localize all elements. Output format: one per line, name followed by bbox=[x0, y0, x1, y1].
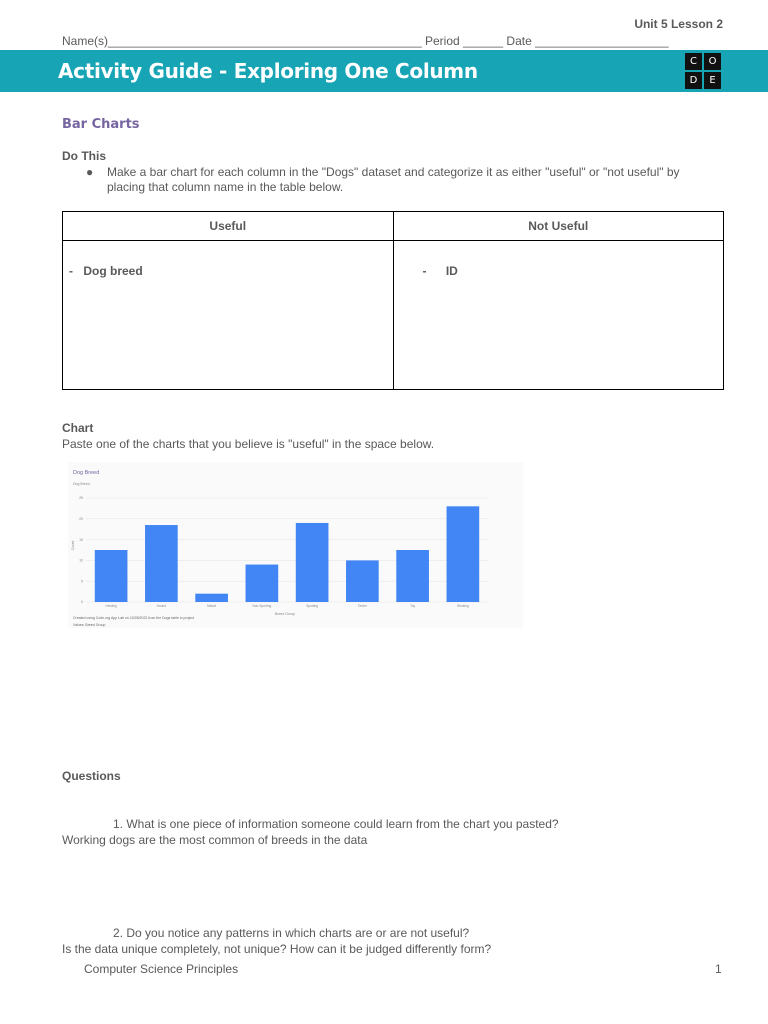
useful-cell[interactable] bbox=[63, 241, 394, 390]
answer-2[interactable]: Is the data unique completely, not unique? How can it be judged differently form? bbox=[62, 942, 492, 956]
bar-chart-svg bbox=[68, 462, 523, 628]
do-this-heading: Do This bbox=[62, 149, 106, 163]
chart-bar-terrier bbox=[346, 560, 379, 602]
answer-1[interactable]: Working dogs are the most common of breeds in the data bbox=[62, 833, 368, 847]
pasted-chart bbox=[68, 462, 523, 628]
not-useful-item: ID bbox=[445, 264, 458, 278]
chart-x-tick-label: Working bbox=[457, 604, 469, 608]
chart-x-axis-label: Breed Group bbox=[274, 612, 296, 616]
chart-y-tick-label: 20 bbox=[79, 517, 83, 521]
chart-heading: Chart bbox=[62, 421, 94, 435]
chart-y-tick-label: 15 bbox=[79, 537, 83, 542]
logo-letter: E bbox=[704, 72, 721, 89]
page-number: 1 bbox=[715, 962, 722, 976]
title-banner bbox=[0, 50, 768, 92]
dash-marker: - bbox=[69, 264, 73, 278]
chart-y-axis-label: Count bbox=[71, 540, 75, 550]
chart-x-tick-label: Sporting bbox=[306, 604, 319, 608]
logo-letter: D bbox=[685, 72, 702, 89]
chart-y-tick-label: 25 bbox=[79, 496, 83, 501]
name-period-date-line: Name(s)_______________________________________________ Period ______ Date ____________________ bbox=[62, 34, 669, 48]
chart-bar-sporting bbox=[296, 523, 329, 602]
chart-x-tick-label: Non-Sporting bbox=[252, 604, 272, 608]
chart-x-tick-label: Toy bbox=[410, 604, 416, 608]
chart-x-tick-label: Herding bbox=[105, 604, 117, 608]
chart-y-tick-label: 10 bbox=[79, 558, 83, 563]
chart-x-tick-label: Terrier bbox=[357, 604, 367, 608]
chart-bar-non-sporting bbox=[246, 565, 279, 602]
chart-bar-toy bbox=[396, 550, 429, 602]
chart-y-tick-label: 5 bbox=[81, 579, 83, 584]
dash-marker: - bbox=[422, 264, 427, 278]
instruction-text: Make a bar chart for each column in the "Dogs" dataset and categorize it as either "useful" or "not useful" by placing that column name in the table below. bbox=[107, 165, 680, 194]
chart-bar-working bbox=[447, 506, 480, 602]
chart-title: Dog Breed bbox=[73, 470, 100, 476]
categorization-table bbox=[62, 211, 724, 390]
chart-caption: Created using Code.org App Lab on 10/28/2022 from the Dogs table in project bbox=[73, 616, 195, 620]
chart-y-tick-label: 0 bbox=[81, 600, 83, 605]
question-2: 2. Do you notice any patterns in which charts are or are not useful? bbox=[113, 926, 470, 940]
questions-heading: Questions bbox=[62, 769, 121, 783]
chart-subtitle: Dog Breed bbox=[73, 482, 90, 486]
logo-letter: C bbox=[685, 53, 702, 70]
section-title-bar-charts: Bar Charts bbox=[62, 117, 140, 132]
footer-course: Computer Science Principles bbox=[84, 962, 239, 976]
useful-item: Dog breed bbox=[83, 264, 143, 278]
chart-instruction: Paste one of the charts that you believe is "useful" in the space below. bbox=[62, 437, 435, 451]
chart-bar-herding bbox=[95, 550, 128, 602]
question-1: 1. What is one piece of information someone could learn from the chart you pasted? bbox=[113, 817, 559, 831]
code-org-logo bbox=[685, 53, 723, 91]
bullet-icon: ● bbox=[86, 165, 94, 179]
page-title: Activity Guide - Exploring One Column bbox=[58, 59, 478, 83]
chart-x-tick-label: Hound bbox=[156, 604, 167, 608]
chart-bar-hound bbox=[145, 525, 178, 602]
not-useful-cell[interactable] bbox=[393, 241, 724, 390]
chart-caption-values: Values: Breed Group bbox=[73, 623, 106, 627]
table-header-useful: Useful bbox=[63, 212, 394, 241]
logo-letter: O bbox=[704, 53, 721, 70]
chart-x-tick-label: Miscel bbox=[207, 604, 217, 608]
chart-bar-miscel bbox=[195, 594, 228, 602]
table-header-not-useful: Not Useful bbox=[393, 212, 724, 241]
unit-label: Unit 5 Lesson 2 bbox=[634, 17, 723, 31]
